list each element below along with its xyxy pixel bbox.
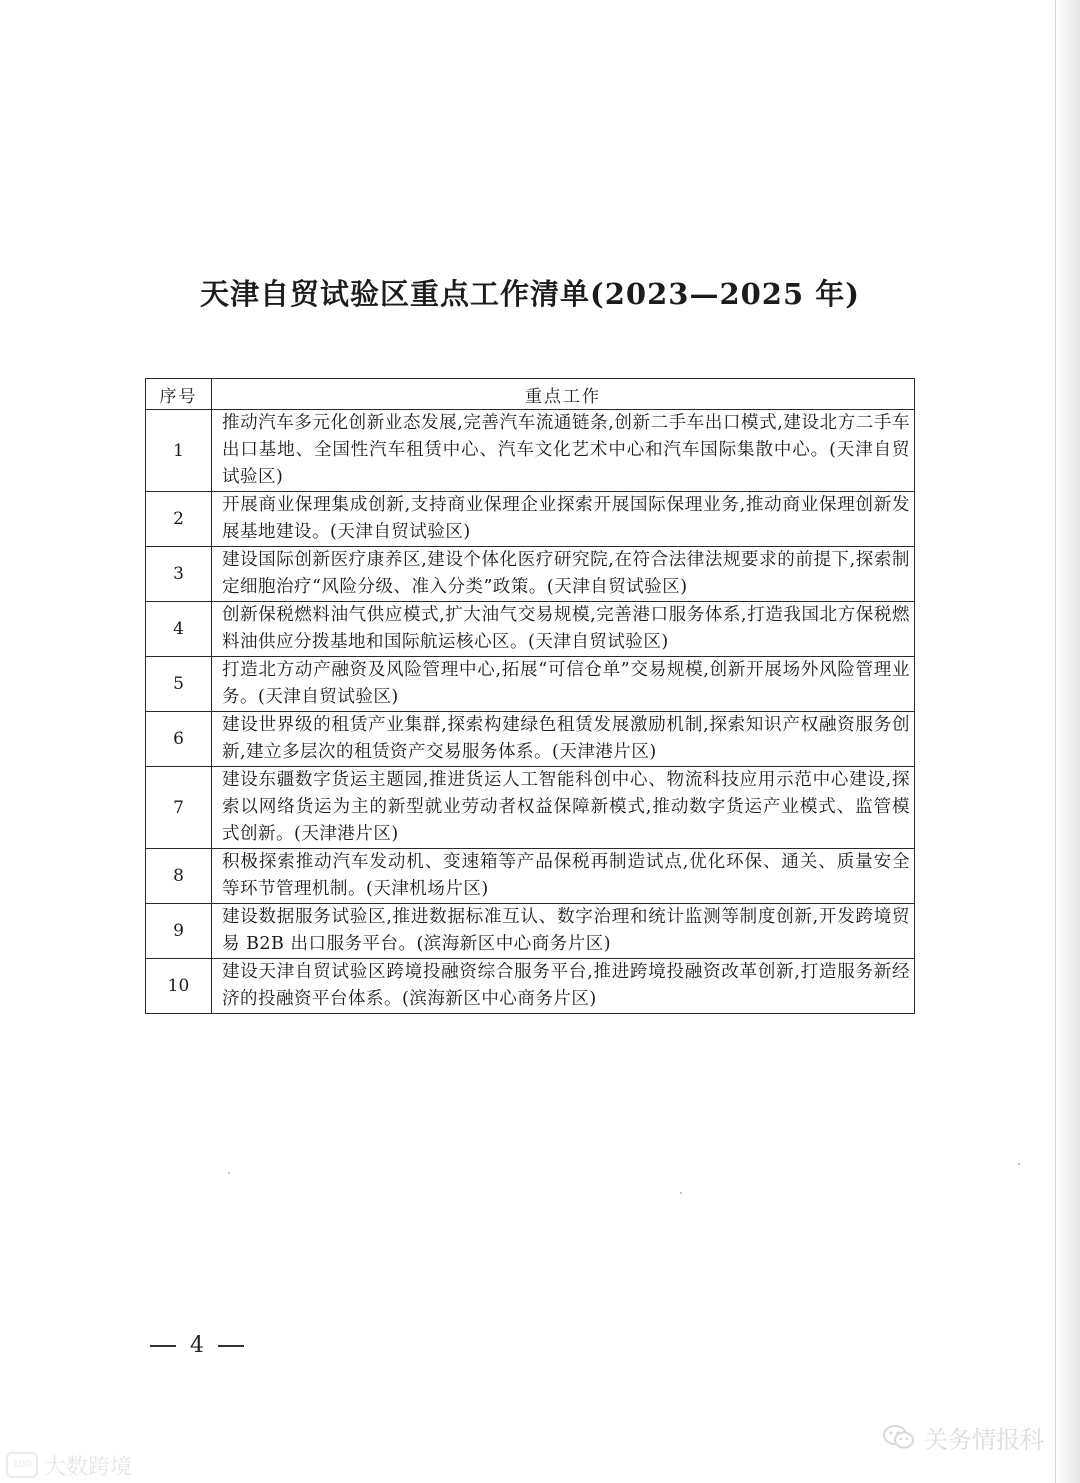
wechat-icon: [882, 1424, 916, 1450]
row-work-text: 建设天津自贸试验区跨境投融资综合服务平台,推进跨境投融资改革创新,打造服务新经济的投融资平台体系。(滨海新区中心商务片区): [212, 959, 915, 1014]
table-row: [146, 547, 915, 602]
row-number: 1: [146, 410, 212, 492]
watermark-left-text: 大数跨境: [44, 1454, 133, 1480]
row-number: 10: [146, 959, 212, 1014]
scan-speck: [228, 1172, 230, 1174]
row-work-text: 开展商业保理集成创新,支持商业保理企业探索开展国际保理业务,推动商业保理创新发展基地建设。(天津自贸试验区): [212, 492, 915, 547]
row-work-text: 建设世界级的租赁产业集群,探索构建绿色租赁发展激励机制,探索知识产权融资服务创新,建立多层次的租赁资产交易服务体系。(天津港片区): [212, 712, 915, 767]
row-work-text: 建设数据服务试验区,推进数据标准互认、数字治理和统计监测等制度创新,开发跨境贸易 B2B 出口服务平台。(滨海新区中心商务片区): [212, 904, 915, 959]
table-row: [146, 959, 915, 1014]
row-number: 5: [146, 657, 212, 712]
table-row: [146, 767, 915, 849]
table-row: [146, 602, 915, 657]
row-number: 4: [146, 602, 212, 657]
row-work-text: 建设东疆数字货运主题园,推进货运人工智能科创中心、物流科技应用示范中心建设,探索以网络货运为主的新型就业劳动者权益保障新模式,推动数字货运产业模式、监管模式创新。(天津港片区): [212, 767, 915, 849]
table-row: [146, 904, 915, 959]
page-edge-line: [1055, 0, 1056, 1483]
footer-dash-left: [150, 1345, 176, 1347]
row-work-text: 打造北方动产融资及风险管理中心,拓展“可信仓单”交易规模,创新开展场外风险管理业务。(天津自贸试验区): [212, 657, 915, 712]
scan-speck: [1018, 1163, 1020, 1165]
row-work-text: 积极探索推动汽车发动机、变速箱等产品保税再制造试点,优化环保、通关、质量安全等环节管理机制。(天津机场片区): [212, 849, 915, 904]
table-header-row: [146, 379, 915, 410]
row-work-text: 推动汽车多元化创新业态发展,完善汽车流通链条,创新二手车出口模式,建设北方二手车出口基地、全国性汽车租赁中心、汽车文化艺术中心和汽车国际集散中心。(天津自贸试验区): [212, 410, 915, 492]
header-serial-number: 序号: [146, 379, 212, 410]
document-title: 天津自贸试验区重点工作清单(2023—2025 年): [200, 277, 860, 311]
page-number: 4: [190, 1333, 204, 1358]
scan-speck: [680, 1192, 682, 1194]
row-number: 8: [146, 849, 212, 904]
table-row: [146, 849, 915, 904]
header-key-work: 重点工作: [212, 379, 915, 410]
watermark-right-text: 关务情报科: [924, 1425, 1044, 1454]
work-list-table: [145, 378, 915, 1014]
row-work-text: 创新保税燃料油气供应模式,扩大油气交易规模,完善港口服务体系,打造我国北方保税燃料油供应分拨基地和国际航运核心区。(天津自贸试验区): [212, 602, 915, 657]
table-row: [146, 410, 915, 492]
page-edge-shadow: [1054, 0, 1080, 1483]
row-work-text: 建设国际创新医疗康养区,建设个体化医疗研究院,在符合法律法规要求的前提下,探索制定细胞治疗“风险分级、准入分类”政策。(天津自贸试验区): [212, 547, 915, 602]
page-footer: [150, 1333, 260, 1358]
watermark-left: [6, 1450, 132, 1480]
brand-logo-icon: 100: [6, 1452, 38, 1478]
row-number: 7: [146, 767, 212, 849]
table-row: [146, 657, 915, 712]
row-number: 2: [146, 492, 212, 547]
table-row: [146, 712, 915, 767]
row-number: 9: [146, 904, 212, 959]
table-row: [146, 492, 915, 547]
row-number: 6: [146, 712, 212, 767]
row-number: 3: [146, 547, 212, 602]
watermark-right: [882, 1421, 1044, 1453]
footer-dash-right: [218, 1345, 244, 1347]
